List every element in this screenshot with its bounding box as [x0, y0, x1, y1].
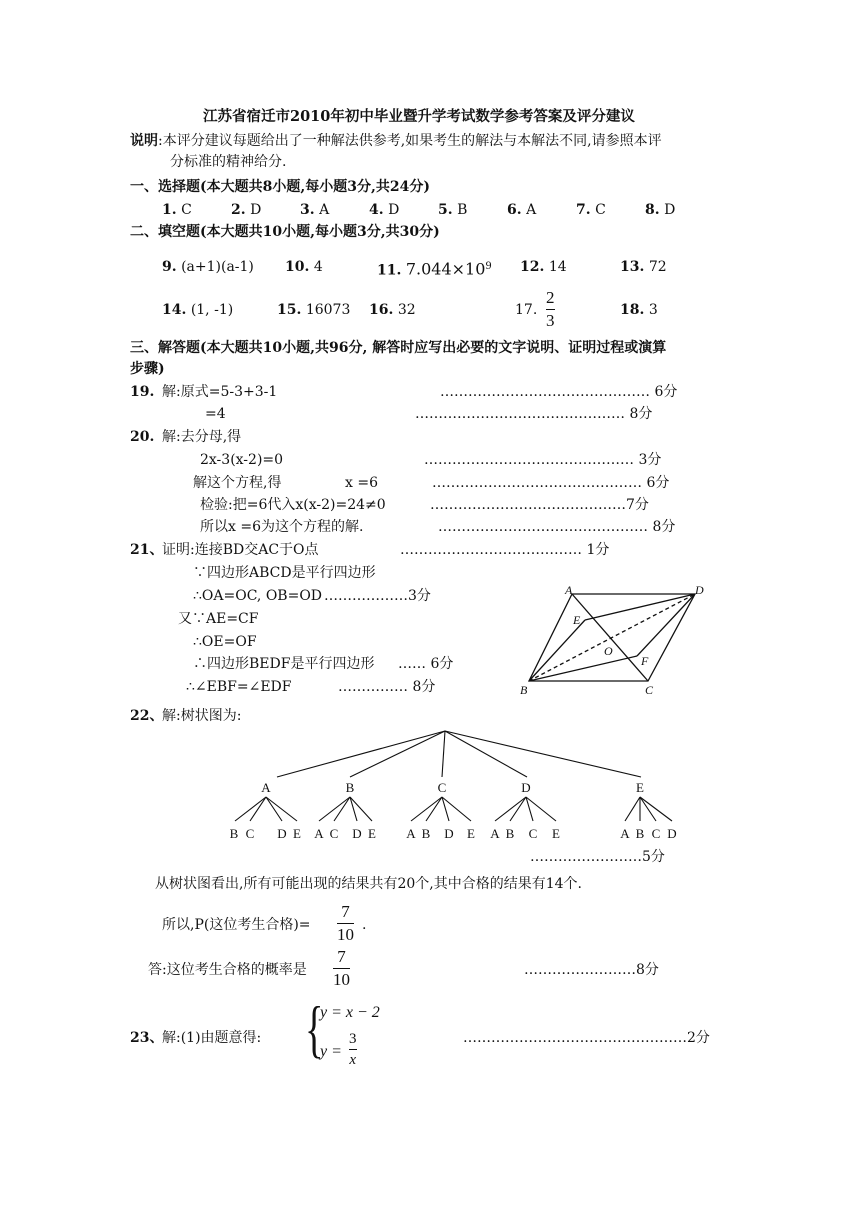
tree-leaf: E	[368, 826, 376, 841]
q21-line-1: 证明:连接BD交AC于O点	[162, 542, 319, 558]
q21-line-7: ∴∠EBF=∠EDF	[186, 679, 292, 695]
q21-line-5: ∴OE=OF	[193, 634, 257, 650]
tree-leaf: B	[421, 826, 431, 841]
s2-answer-17-fraction	[546, 288, 555, 331]
tree-leaf: B	[505, 826, 515, 841]
page-title: 江苏省宿迁市2010年初中毕业暨升学考试数学参考答案及评分建议	[203, 108, 635, 125]
section3-heading: 三、解答题(本大题共10小题,共96分, 解答时应写出必要的文字说明、证明过程或演算	[130, 340, 667, 356]
tree-leaf: C	[651, 826, 661, 841]
q20-line-1: 解:去分母,得	[162, 429, 242, 445]
s1-answer-3: 3. A	[300, 202, 330, 218]
fraction-bar	[333, 968, 350, 969]
tree-node-c: C	[437, 780, 447, 795]
q22-intro: 解:树状图为:	[162, 708, 242, 724]
q19-score-2: ……………………………………… 8分	[415, 406, 653, 422]
fraction-numerator: 7	[337, 947, 346, 966]
s2-answer-14: 14. (1, -1)	[162, 302, 234, 318]
tree-node-d: D	[521, 780, 531, 795]
s1-answer-8: 8. D	[645, 202, 676, 218]
tree-node-e: E	[636, 780, 644, 795]
tree-leaf: C	[528, 826, 538, 841]
q23-intro: 解:(1)由题意得:	[162, 1030, 262, 1046]
tree-leaf: A	[314, 826, 324, 841]
s2-answer-10: 10. 4	[285, 259, 323, 275]
parallelogram-figure	[515, 582, 715, 700]
fraction-numerator: 3	[349, 1031, 357, 1047]
s2-answer-11: 11. $7.044\times 10^9$	[377, 259, 492, 279]
tree-leaf: E	[552, 826, 560, 841]
q23-score: …………………………………………2分	[463, 1030, 710, 1046]
q20-line-4: 检验:把=6代入x(x-2)=24≠0	[200, 497, 386, 513]
q19-line-2: =4	[205, 406, 226, 422]
s1-answer-6: 6. A	[507, 202, 537, 218]
fraction-numerator: 2	[546, 288, 555, 307]
q22-fraction-2	[333, 947, 350, 990]
q21-score-2: ………………3分	[324, 588, 431, 604]
q21-line-2: ∵四边形ABCD是平行四边形	[193, 565, 376, 581]
fraction-denominator: 10	[337, 925, 354, 944]
tree-leaf: C	[245, 826, 255, 841]
q22-score-1: ……………………5分	[530, 849, 665, 865]
tree-leaf: B	[635, 826, 645, 841]
q21-line-3: ∴OA=OC, OB=OD	[193, 588, 323, 604]
s1-answer-4: 4. D	[369, 202, 400, 218]
s1-answer-2: 2. D	[231, 202, 262, 218]
fraction-denominator: 10	[333, 970, 350, 989]
section3-heading-2: 步骤)	[130, 361, 165, 377]
q20-label: 20.	[130, 429, 155, 445]
section2-heading: 二、填空题(本大题共10小题,每小题3分,共30分)	[130, 224, 440, 240]
s1-answer-7: 7. C	[576, 202, 606, 218]
tree-leaf: D	[277, 826, 287, 841]
fraction-denominator: x	[349, 1052, 357, 1068]
fraction-bar	[337, 923, 354, 924]
q21-score-4: …………… 8分	[338, 679, 436, 695]
point-o-label: O	[604, 644, 613, 658]
q21-line-4: 又∵AE=CF	[178, 611, 259, 627]
q22-fraction-1	[337, 902, 354, 945]
q22-period: .	[362, 917, 367, 933]
s1-answer-1: 1. C	[162, 202, 192, 218]
q20-score-2: ……………………………………… 6分	[432, 475, 670, 491]
q20-line-3: 解这个方程,得	[193, 475, 282, 491]
q19-score-1: ……………………………………… 6分	[440, 384, 678, 400]
fraction-denominator: 3	[546, 311, 555, 330]
tree-leaf: B	[229, 826, 239, 841]
s2-answer-15: 15. 16073	[277, 302, 351, 318]
note-text-1: 本评分建议每题给出了一种解法供参考,如果考生的解法与本解法不同,请参照本评	[162, 133, 662, 149]
tree-leaf: A	[620, 826, 630, 841]
fraction-bar	[349, 1049, 357, 1050]
fraction-bar	[546, 309, 555, 310]
s2-answer-12: 12. 14	[520, 259, 567, 275]
q19-label: 19.	[130, 384, 155, 400]
s2-answer-17-label: 17.	[515, 302, 538, 318]
s2-answer-16: 16. 32	[369, 302, 416, 318]
tree-leaf: A	[406, 826, 416, 841]
equation-brace: {	[305, 993, 324, 1064]
tree-leaf: C	[329, 826, 339, 841]
q21-score-3: …… 6分	[398, 656, 454, 672]
q21-label: 21、	[130, 542, 164, 558]
vertex-b-label: B	[520, 683, 528, 697]
point-f-label: F	[641, 654, 649, 668]
tree-leaf: D	[444, 826, 454, 841]
tree-leaf: A	[490, 826, 500, 841]
tree-leaf: D	[352, 826, 362, 841]
s2-answer-18: 18. 3	[620, 302, 658, 318]
s1-answer-5: 5. B	[438, 202, 468, 218]
s2-answer-13: 13. 72	[620, 259, 667, 275]
q22-text-1: 从树状图看出,所有可能出现的结果共有20个,其中合格的结果有14个.	[155, 876, 582, 892]
note-line-1: 说明:本评分建议每题给出了一种解法供参考,如果考生的解法与本解法不同,请参照本评	[130, 133, 662, 149]
q23-label: 23、	[130, 1030, 164, 1046]
segment-ed	[585, 594, 695, 620]
fraction-numerator: 7	[341, 902, 350, 921]
diagonal-bd	[529, 594, 695, 681]
q19-line-1: 解:原式=5-3+3-1	[162, 384, 278, 400]
vertex-a-label: A	[565, 583, 573, 597]
q22-text-3: 答:这位考生合格的概率是	[148, 962, 307, 978]
note-line-2: 分标准的精神给分.	[170, 154, 287, 170]
segment-bf	[529, 656, 637, 681]
note-label: 说明	[130, 133, 158, 149]
q20-score-3: ……………………………………7分	[430, 497, 649, 513]
q21-line-6: ∴四边形BEDF是平行四边形	[193, 656, 375, 672]
tree-leaf: E	[467, 826, 475, 841]
q22-score-2: ……………………8分	[524, 962, 659, 978]
section1-heading: 一、选择题(本大题共8小题,每小题3分,共24分)	[130, 179, 430, 195]
vertex-c-label: C	[645, 683, 654, 697]
q21-score-1: ………………………………… 1分	[400, 542, 610, 558]
q22-text-2: 所以,P(这位考生合格)=	[162, 917, 311, 933]
tree-leaf: D	[667, 826, 677, 841]
tree-leaf: E	[293, 826, 301, 841]
point-e-label: E	[573, 613, 581, 627]
equation-1: y = x − 2	[320, 1004, 380, 1021]
equation-2-fraction	[349, 1030, 357, 1069]
q20-line-2: 2x-3(x-2)=0	[200, 452, 284, 468]
tree-node-a: A	[261, 780, 271, 795]
q22-label: 22、	[130, 708, 164, 724]
q20-line-3b: x =6	[345, 475, 378, 491]
segment-be	[529, 620, 585, 681]
s2-answer-9: 9. (a+1)(a-1)	[162, 259, 254, 275]
vertex-d-label: D	[695, 583, 704, 597]
equation-2-lhs: y =	[320, 1043, 342, 1060]
tree-diagram	[220, 725, 690, 847]
tree-node-b: B	[345, 780, 355, 795]
q20-score-4: ……………………………………… 8分	[438, 519, 676, 535]
q20-line-5: 所以x =6为这个方程的解.	[200, 519, 364, 535]
q20-score-1: ……………………………………… 3分	[424, 452, 662, 468]
